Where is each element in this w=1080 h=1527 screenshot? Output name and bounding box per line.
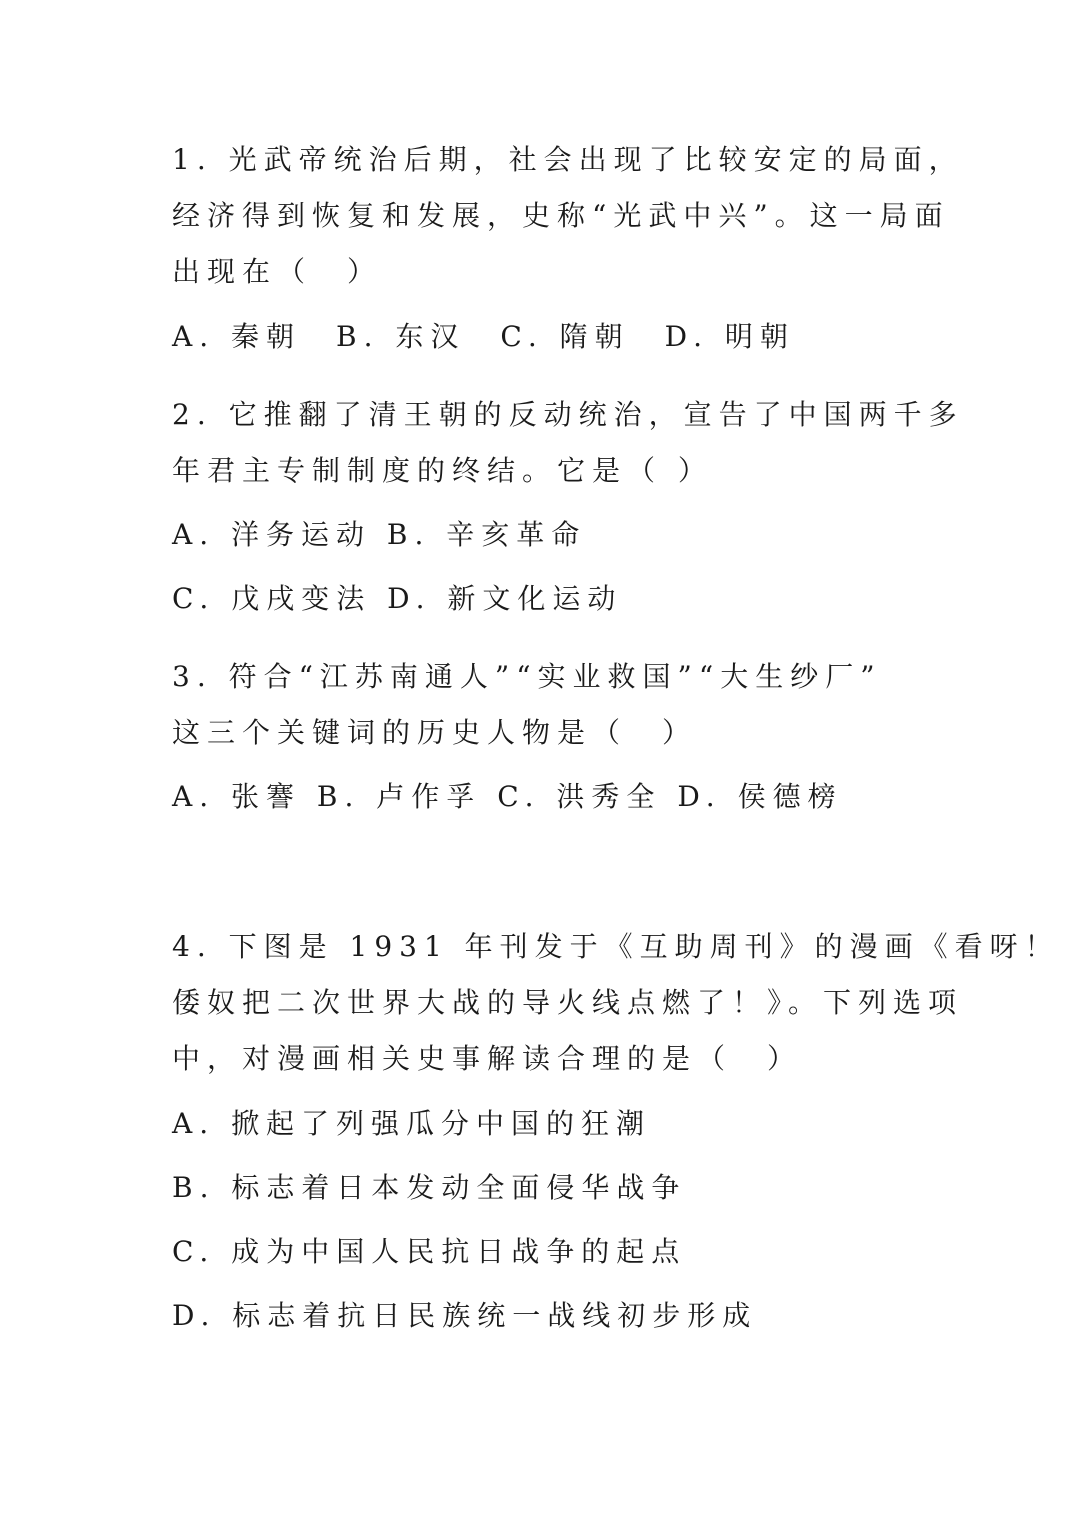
question-1-stem-line-3: 出现在（ ） <box>172 255 383 288</box>
question-4-option-a: A. 掀起了列强瓜分中国的狂潮 <box>172 1107 652 1140</box>
question-2-stem-line-2: 年君主专制制度的终结。它是（ ） <box>172 454 713 487</box>
question-3-stem-line-1: 3. 符合“江苏南通人”“实业救国”“大生纱厂” <box>172 660 882 693</box>
question-3-options: A. 张謇 B. 卢作孚 C. 洪秀全 D. 侯德榜 <box>172 780 843 813</box>
question-1-stem-line-2: 经济得到恢复和发展，史称“光武中兴”。这一局面 <box>172 199 950 232</box>
question-4-stem-line-2: 倭奴把二次世界大战的导火线点燃了！》。下列选项 <box>172 986 964 1019</box>
question-2-stem-line-1: 2. 它推翻了清王朝的反动统治，宣告了中国两千多 <box>172 398 964 431</box>
question-3-stem-line-2: 这三个关键词的历史人物是（ ） <box>172 716 698 749</box>
question-2-options-line-2: C. 戊戌变法 D. 新文化运动 <box>172 582 623 615</box>
question-4-option-b: B. 标志着日本发动全面侵华战争 <box>172 1171 687 1204</box>
question-2-options-line-1: A. 洋务运动 B. 辛亥革命 <box>172 518 587 551</box>
question-4-stem-line-3: 中，对漫画相关史事解读合理的是（ ） <box>172 1042 803 1075</box>
question-4-option-c: C. 成为中国人民抗日战争的起点 <box>172 1235 687 1268</box>
question-1-options: A. 秦朝 B. 东汉 C. 隋朝 D. 明朝 <box>172 320 795 353</box>
question-4-option-d: D. 标志着抗日民族统一战线初步形成 <box>172 1299 758 1332</box>
question-1-stem-line-1: 1. 光武帝统治后期，社会出现了比较安定的局面， <box>172 143 964 176</box>
question-4-stem-line-1: 4. 下图是 1931 年刊发于《互助周刊》的漫画《看呀！ <box>172 930 1060 963</box>
